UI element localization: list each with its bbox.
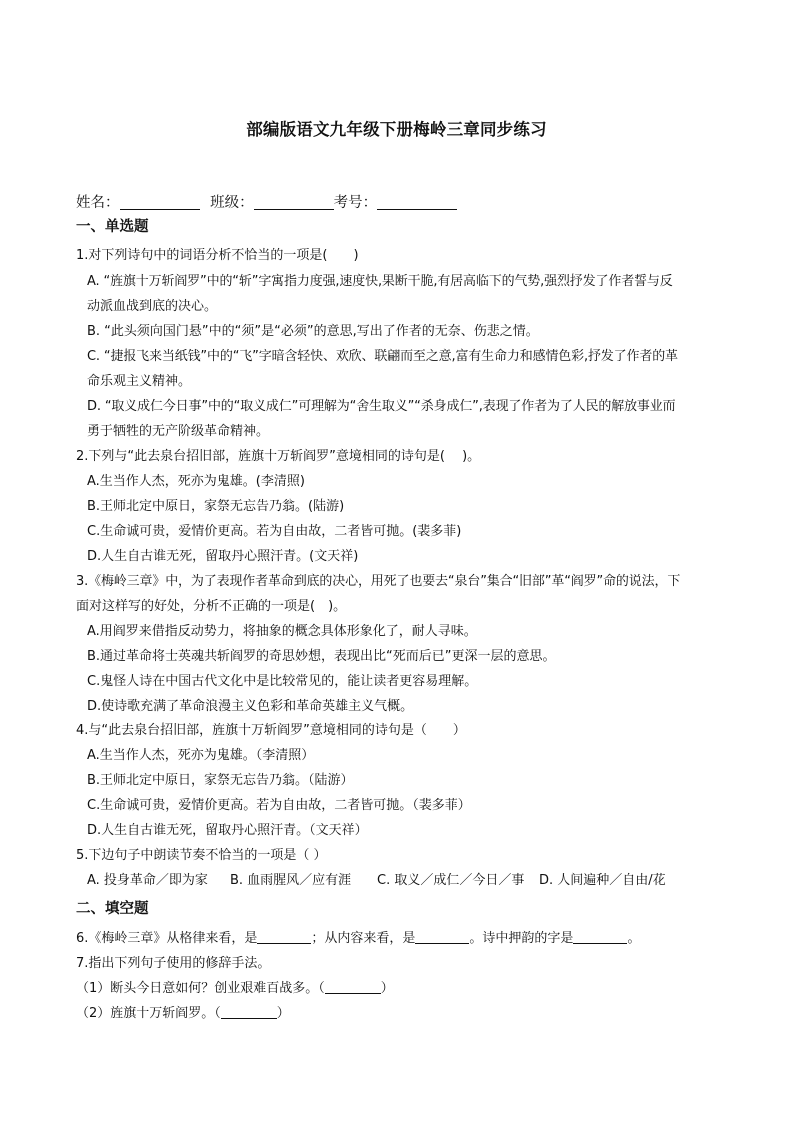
q1-option-a-cont: 动派血战到底的决心。 [87,299,218,314]
name-label: 姓名： [76,195,120,211]
name-blank[interactable] [120,195,200,210]
exam-label: 考号： [333,195,378,211]
q7-sub-1-close: ） [380,981,394,996]
q5-option-c: C. 取义／成仁／今日／事 [377,873,525,888]
q5-option-d: D. 人间遍种／自由/花 [539,873,666,888]
q1-stem: 1.对下列诗句中的词语分析不恰当的一项是( ) [76,248,359,263]
q7-sub-2-blank[interactable] [221,1005,277,1019]
q1-option-c: C. “捷报飞来当纸钱”中的“飞”字暗含轻快、欢欣、联翩而至之意,富有生命力和感情色彩,抒发了作者的革 [87,349,678,364]
q1-option-b: B. “此头须向国门悬”中的“须”是“必须”的意思,写出了作者的无奈、伤悲之情。 [87,324,539,339]
q3-stem-cont: 面对这样写的好处，分析不正确的一项是( )。 [76,599,347,614]
q7-sub-2-close: ） [276,1006,290,1021]
q7-sub-2 [76,1005,290,1023]
class-label: 班级： [210,195,254,211]
q1-option-d: D. “取义成仁今日事”中的“取义成仁”可理解为“舍生取义”“杀身成仁”,表现了作者为了人民的解放事业而 [87,399,676,414]
q1-option-d-cont: 勇于牺牲的无产阶级革命精神。 [87,424,270,439]
q5-option-b: B. 血雨腥风／应有涯 [230,873,352,888]
q3-option-d: D.使诗歌充满了革命浪漫主义色彩和革命英雄主义气概。 [87,699,414,714]
q4-stem: 4.与“此去泉台招旧部，旌旗十万斩阎罗”意境相同的诗句是（ ） [76,723,466,738]
q6-text-1: 6.《梅岭三章》从格律来看，是 [76,931,258,946]
q4-option-b: B.王师北定中原日，家祭无忘告乃翁。（陆游） [87,773,354,788]
section-heading-fill-blank: 二、填空题 [76,901,149,917]
q5-option-a: A. 投身革命／即为家 [87,873,208,888]
q4-option-a: A.生当作人杰，死亦为鬼雄。（李清照） [87,748,315,763]
page-title: 部编版语文九年级下册梅岭三章同步练习 [246,120,547,139]
q6-blank-2[interactable] [415,930,469,944]
q6-text-4: 。 [627,931,641,946]
q7-sub-2-text: （2）旌旗十万斩阎罗。（ [76,1006,221,1021]
q6-text-2: ；从内容来看，是 [311,931,416,946]
q5-stem: 5.下边句子中朗读节奏不恰当的一项是（ ） [76,848,327,863]
q2-option-a: A.生当作人杰，死亦为鬼雄。(李清照) [87,474,305,489]
q2-stem: 2.下列与“此去泉台招旧部，旌旗十万斩阎罗”意境相同的诗句是( )。 [76,449,481,464]
q3-option-a: A.用阎罗来借指反动势力，将抽象的概念具体形象化了，耐人寻味。 [87,624,477,639]
q4-option-c: C.生命诚可贵，爱情价更高。若为自由故，二者皆可抛。（裴多菲） [87,798,471,813]
exam-blank[interactable] [377,195,457,210]
q2-option-c: C.生命诚可贵，爱情价更高。若为自由故，二者皆可抛。(裴多菲) [87,524,462,539]
q6-blank-1[interactable] [257,930,311,944]
student-info-row [76,191,457,212]
q6-blank-3[interactable] [573,930,627,944]
q7-stem: 7.指出下列句子使用的修辞手法。 [76,956,271,971]
q7-sub-1 [76,980,394,998]
q2-option-b: B.王师北定中原日，家祭无忘告乃翁。(陆游) [87,499,345,514]
q3-option-b: B.通过革命将士英魂共斩阎罗的奇思妙想，表现出比“死而后已”更深一层的意思。 [87,649,556,664]
q7-sub-1-text: （1）断头今日意如何？创业艰难百战多。（ [76,981,325,996]
q1-option-c-cont: 命乐观主义精神。 [87,374,192,389]
q2-option-d: D.人生自古谁无死，留取丹心照汗青。(文天祥) [87,549,359,564]
class-blank[interactable] [254,195,334,210]
q3-option-c: C.鬼怪人诗在中国古代文化中是比较常见的，能让读者更容易理解。 [87,674,478,689]
q6-stem [76,930,640,948]
section-heading-single-choice: 一、单选题 [76,219,149,235]
q1-option-a: A. “旌旗十万斩阎罗”中的“斩”字寓指力度强,速度快,果断干脆,有居高临下的气势,强烈抒发了作者誓与反 [87,274,673,289]
q7-sub-1-blank[interactable] [325,980,381,994]
q4-option-d: D.人生自古谁无死，留取丹心照汗青。（文天祥） [87,823,368,838]
q6-text-3: 。诗中押韵的字是 [469,931,574,946]
q5-options-row [87,872,666,890]
q3-stem: 3.《梅岭三章》中，为了表现作者革命到底的决心，用死了也要去“泉台”集合“旧部”革“阎罗”命的说法，下 [76,574,681,589]
